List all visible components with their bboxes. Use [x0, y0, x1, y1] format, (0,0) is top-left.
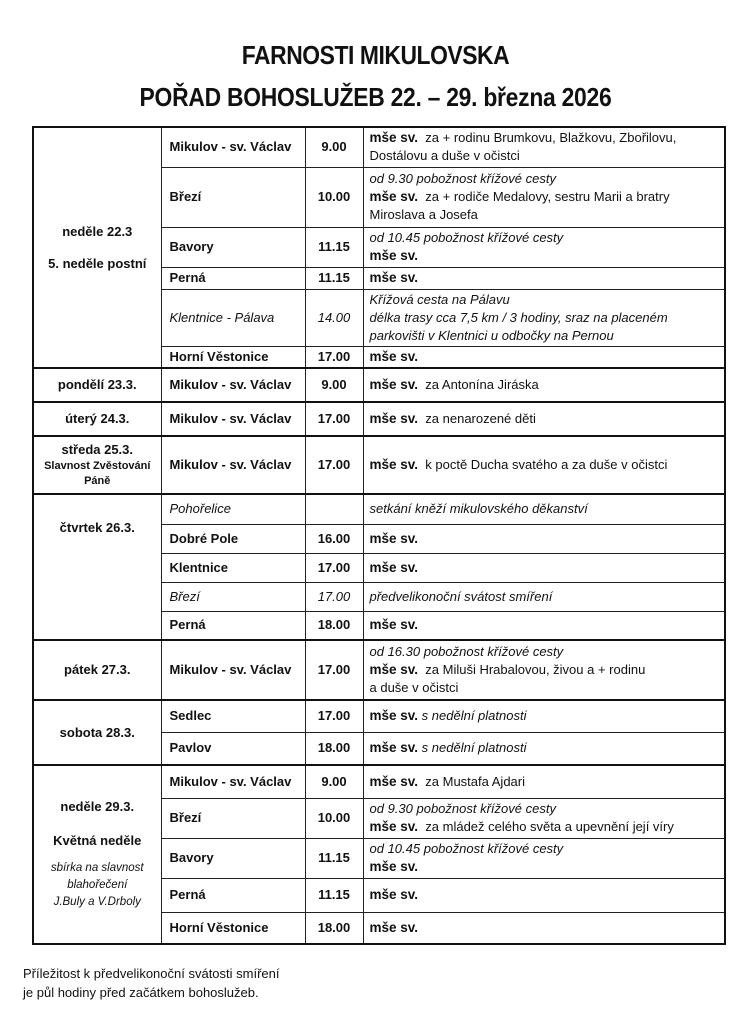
place-cell: Mikulov - sv. Václav: [161, 436, 305, 494]
footer-line: Příležitost k předvelikonoční svátosti smíření: [23, 966, 280, 981]
mass-label: mše sv.: [369, 559, 419, 575]
place-cell: Sedlec: [161, 700, 305, 732]
mass-label: mše sv.: [369, 919, 419, 935]
time-cell: 16.00: [305, 524, 363, 553]
place-cell: Bavory: [161, 227, 305, 267]
mass-label: mše sv.: [369, 377, 419, 392]
day-label: čtvrtek 26.3.: [33, 494, 161, 640]
place-cell: Perná: [161, 611, 305, 640]
time-cell: 9.00: [305, 127, 363, 167]
intention-cell: [363, 436, 725, 494]
time-cell: 17.00: [305, 640, 363, 700]
mass-label: mše sv.: [369, 457, 419, 472]
table-row: [33, 127, 725, 167]
place-cell: Klentnice: [161, 553, 305, 582]
intention-text-2: Dostálovu a duše v očistci: [369, 148, 520, 164]
day-group-tuesday: [33, 402, 725, 436]
intention-cell: [363, 640, 725, 700]
mass-label: mše sv.: [369, 530, 419, 546]
time-cell: 11.15: [305, 838, 363, 878]
place-cell: Pavlov: [161, 732, 305, 765]
intention-cell: [363, 524, 725, 553]
time-cell: [305, 494, 363, 524]
day-group-saturday: [33, 700, 725, 765]
time-cell: 9.00: [305, 765, 363, 798]
intention-cell: [363, 402, 725, 436]
time-cell: 17.00: [305, 700, 363, 732]
confession-note: [23, 964, 280, 1002]
day-cell: [33, 765, 161, 944]
day-group-friday: [33, 640, 725, 700]
table-row: [33, 765, 725, 798]
mass-label: mše sv.: [369, 819, 419, 834]
schedule-subtitle: POŘAD BOHOSLUŽEB 22. – 29. března 2026: [139, 82, 612, 112]
place-cell: Perná: [161, 267, 305, 289]
intention-cell: [363, 267, 725, 289]
intention-cell: [363, 732, 725, 765]
intention-text: za mládež celého světa a upevnění její víry: [425, 819, 674, 834]
intention-text: za + rodinu Brumkovu, Blažkovu, Zbořilovu,: [425, 130, 677, 146]
mass-label: mše sv.: [369, 348, 419, 364]
intention-cell: [363, 765, 725, 798]
table-row: [33, 368, 725, 402]
place-cell: Klentnice - Pálava: [161, 289, 305, 346]
day-label: neděle 29.3.: [60, 799, 135, 814]
event-cell: setkání kněží mikulovského děkanství: [363, 494, 725, 524]
day-label: úterý 24.3.: [33, 402, 161, 436]
intention-cell: [363, 700, 725, 732]
day-label: sobota 28.3.: [33, 700, 161, 765]
intention-cell: [363, 878, 725, 912]
day-group-sunday-29: [33, 765, 725, 944]
pre-note: od 16.30 pobožnost křížové cesty: [369, 644, 564, 659]
mass-label: mše sv.: [369, 270, 419, 285]
place-cell: Mikulov - sv. Václav: [161, 402, 305, 436]
place-cell: Horní Věstonice: [161, 912, 305, 944]
day-cell: [33, 127, 161, 368]
pre-note: od 10.45 pobožnost křížové cesty: [369, 841, 564, 856]
pre-note: od 10.45 pobožnost křížové cesty: [369, 230, 564, 245]
mass-label: mše sv.: [369, 708, 419, 724]
place-cell: Mikulov - sv. Václav: [161, 368, 305, 402]
intention-cell: [363, 346, 725, 368]
time-cell: 17.00: [305, 582, 363, 611]
day-group-sunday-22: [33, 127, 725, 368]
intention-cell: [363, 167, 725, 227]
footer-line: je půl hodiny před začátkem bohoslužeb.: [23, 985, 259, 1000]
table-row: [33, 640, 725, 700]
day-group-thursday: [33, 494, 725, 640]
place-cell: Horní Věstonice: [161, 346, 305, 368]
services-table: [32, 126, 726, 945]
intention-text: za + rodiče Medalovy, sestru Marii a bratry: [425, 189, 670, 204]
intention-cell: [363, 553, 725, 582]
time-cell: 17.00: [305, 436, 363, 494]
time-cell: 10.00: [305, 167, 363, 227]
mass-label: mše sv.: [369, 248, 419, 263]
mass-label: mše sv.: [369, 411, 419, 426]
intention-cell: [363, 611, 725, 640]
pre-note: od 9.30 pobožnost křížové cesty: [369, 171, 556, 186]
intention-text: k poctě Ducha svatého a za duše v očistci: [425, 457, 668, 472]
time-cell: 9.00: [305, 368, 363, 402]
feast-label: Slavnost Zvěstování: [44, 460, 151, 472]
time-cell: 18.00: [305, 732, 363, 765]
mass-label: mše sv.: [369, 859, 419, 874]
feast-label-2: Páně: [84, 475, 111, 487]
place-cell: Mikulov - sv. Václav: [161, 765, 305, 798]
time-cell: 14.00: [305, 289, 363, 346]
place-cell: Mikulov - sv. Václav: [161, 127, 305, 167]
place-cell: Bavory: [161, 838, 305, 878]
mass-label: mše sv.: [369, 887, 419, 902]
intention-text: za nenarozené děti: [425, 411, 536, 426]
day-group-wednesday: [33, 436, 725, 494]
collection-note: blahořečení: [67, 879, 128, 891]
mass-label: mše sv.: [369, 189, 419, 204]
day-label: pondělí 23.3.: [33, 368, 161, 402]
pre-note: od 9.30 pobožnost křížové cesty: [369, 801, 556, 816]
time-cell: 18.00: [305, 912, 363, 944]
time-cell: 11.15: [305, 227, 363, 267]
intention-cell: [363, 368, 725, 402]
place-cell: Mikulov - sv. Václav: [161, 640, 305, 700]
mass-label: mše sv.: [369, 130, 419, 146]
table-row: [33, 436, 725, 494]
mass-label: mše sv.: [369, 740, 419, 756]
event-line: Křížová cesta na Pálavu: [369, 291, 510, 307]
table-row: [33, 494, 725, 524]
intention-cell: [363, 912, 725, 944]
intention-text: za Antonína Jiráska: [425, 377, 539, 392]
feast-label: Květná neděle: [53, 833, 142, 848]
table-row: [33, 700, 725, 732]
mass-label: mše sv.: [369, 773, 419, 789]
time-cell: 10.00: [305, 798, 363, 838]
mass-label: mše sv.: [369, 662, 419, 677]
time-cell: 11.15: [305, 267, 363, 289]
intention-cell: [363, 838, 725, 878]
event-cell: [363, 289, 725, 346]
place-cell: Březí: [161, 582, 305, 611]
feast-label: 5. neděle postní: [48, 255, 147, 271]
validity-note: s nedělní platnosti: [421, 708, 527, 724]
event-line: parkovišti v Klentnici u odbočky na Pernou: [369, 327, 614, 343]
table-row: [33, 402, 725, 436]
intention-text-2: a duše v očistci: [369, 680, 459, 695]
collection-note: J.Buly a V.Drboly: [53, 896, 141, 908]
validity-note: s nedělní platnosti: [421, 740, 527, 756]
day-cell: [33, 436, 161, 494]
place-cell: Březí: [161, 167, 305, 227]
time-cell: 18.00: [305, 611, 363, 640]
place-cell: Dobré Pole: [161, 524, 305, 553]
mass-label: mše sv.: [369, 617, 419, 633]
event-line: délka trasy cca 7,5 km / 3 hodiny, sraz na placeném: [369, 309, 668, 325]
day-label: neděle 22.3: [62, 223, 133, 239]
collection-note: sbírka na slavnost: [50, 862, 144, 874]
intention-cell: [363, 227, 725, 267]
place-cell: Pohořelice: [161, 494, 305, 524]
intention-cell: [363, 798, 725, 838]
day-label: pátek 27.3.: [33, 640, 161, 700]
place-cell: Březí: [161, 798, 305, 838]
day-label: středa 25.3.: [61, 442, 134, 457]
time-cell: 11.15: [305, 878, 363, 912]
intention-text: za Mustafa Ajdari: [425, 773, 525, 789]
place-cell: Perná: [161, 878, 305, 912]
parish-title: FARNOSTI MIKULOVSKA: [241, 40, 510, 70]
day-group-monday: [33, 368, 725, 402]
time-cell: 17.00: [305, 553, 363, 582]
intention-text-2: Miroslava a Josefa: [369, 207, 478, 222]
time-cell: 17.00: [305, 346, 363, 368]
time-cell: 17.00: [305, 402, 363, 436]
intention-text: za Miluši Hrabalovou, živou a + rodinu: [425, 662, 646, 677]
event-cell: předvelikonoční svátost smíření: [363, 582, 725, 611]
intention-cell: [363, 127, 725, 167]
